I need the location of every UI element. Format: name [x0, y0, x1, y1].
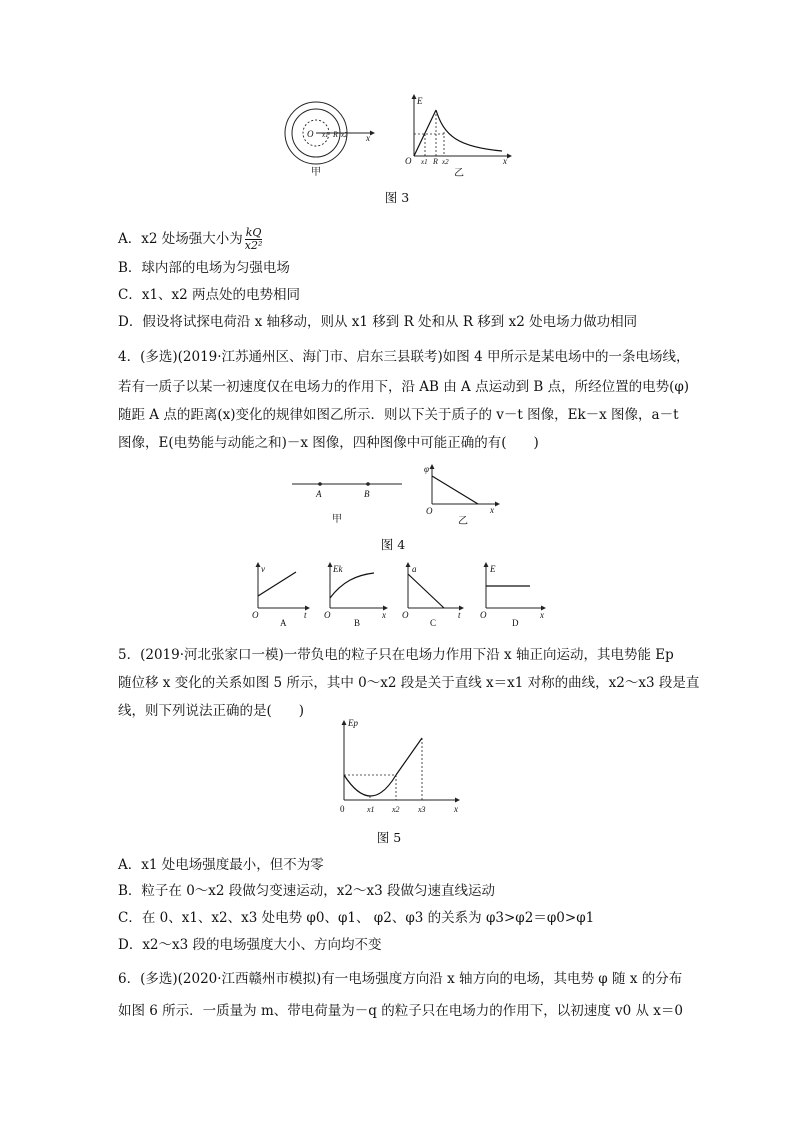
fig4-option-a-graph	[250, 560, 314, 630]
q3-option-a	[118, 222, 682, 256]
figure-4-caption: 图 4	[380, 537, 406, 552]
q3-option-d: D．假设将试探电荷沿 x 轴移动，则从 x1 移到 R 处和从 R 移到 x2 处电场力做功相同	[118, 314, 638, 330]
fig4-b-ylabel: Ek	[333, 564, 343, 574]
fig3-yi-E: E	[417, 96, 423, 106]
fig5-xlabel: x	[454, 804, 458, 814]
fig4-option-d-graph	[478, 560, 550, 630]
fig4-b-xlabel: x	[382, 610, 386, 620]
fig4-d-xlabel: x	[540, 610, 544, 620]
figure-5-caption: 图 5	[376, 830, 402, 845]
q4-line-4: 图像，E(电势能与动能之和)－x 图像，四种图像中可能正确的有( )	[118, 435, 539, 451]
fig3-yi-origin: O	[405, 156, 412, 166]
kq-over-x2-squared-fraction	[245, 227, 263, 252]
q4-line-3: 随距 A 点的距离(x)变化的规律如图乙所示．则以下关于质子的 v－t 图像，Ek－x 图像，a－t	[118, 407, 679, 423]
fraction-denominator: x2²	[244, 239, 263, 252]
fig4-c-xlabel: t	[458, 610, 461, 620]
fig5-tick-x2: x2	[392, 805, 400, 814]
fraction-numerator: kQ	[245, 226, 262, 239]
q6-line-1: 6．(多选)(2020·江西赣州市模拟)有一电场强度方向沿 x 轴方向的电场，其电势 φ 随 x 的分布	[118, 971, 683, 987]
q3-option-b: B．球内部的电场为匀强电场	[118, 260, 290, 276]
fig3-jia-x2: x2	[341, 131, 348, 139]
fig4-point-a: A	[316, 489, 322, 499]
fig3-jia-x: x	[366, 133, 370, 143]
q3-option-c: C．x1、x2 两点处的电势相同	[118, 287, 301, 303]
fig4-a-ylabel: v	[261, 564, 265, 574]
fig4-d-origin: O	[480, 610, 487, 620]
fig4-c-origin: O	[402, 610, 409, 620]
fig3-yi-R: R	[433, 157, 438, 166]
fig4-yi-label: 乙	[458, 516, 468, 527]
fig3-jia-label: 甲	[311, 167, 321, 178]
q5-line-1: 5．(2019·河北张家口一模)一带负电的粒子只在电场力作用下沿 x 轴正向运动，其电势能 Ep	[118, 647, 674, 663]
figure-3-jia	[282, 96, 382, 180]
fig5-origin: 0	[340, 804, 345, 814]
fig4-c-ylabel: a	[412, 564, 417, 574]
fig4-phi: φ	[424, 464, 429, 474]
figure-3-caption: 图 3	[384, 190, 410, 205]
fig4-b-letter: B	[354, 618, 361, 628]
q5-option-d: D．x2～x3 段的电场强度大小、方向均不变	[118, 937, 382, 953]
fig4-point-b: B	[364, 489, 370, 499]
fig4-origin: O	[426, 506, 433, 516]
fig4-b-origin: O	[324, 610, 331, 620]
fig4-jia-label: 甲	[332, 514, 342, 525]
q6-line-2: 如图 6 所示．一质量为 m、带电荷量为－q 的粒子只在电场力的作用下，以初速度 v0 从 x＝0	[118, 1003, 683, 1019]
q3-option-a-text: A．x2 处场强大小为	[118, 231, 243, 247]
figure-4-jia	[288, 470, 406, 528]
fig4-a-letter: A	[280, 618, 287, 628]
fig5-tick-x3: x3	[418, 805, 426, 814]
fig4-d-letter: D	[512, 618, 519, 628]
q5-line-2: 随位移 x 变化的关系如图 5 所示，其中 0～x2 段是关于直线 x＝x1 对称的曲线，x2～x3 段是直	[118, 675, 700, 691]
figure-3-yi	[402, 92, 518, 180]
fig4-option-c-graph	[400, 560, 468, 630]
fig4-x: x	[490, 505, 494, 515]
fig3-jia-x1: x1	[322, 131, 329, 139]
fig4-d-ylabel: E	[490, 564, 496, 574]
fig4-c-letter: C	[430, 618, 437, 628]
fig3-yi-x: x	[503, 156, 507, 166]
fig4-a-xlabel: t	[304, 610, 307, 620]
q5-option-a: A．x1 处电场强度最小，但不为零	[118, 857, 324, 873]
fig3-yi-label: 乙	[454, 168, 464, 179]
fig4-a-origin: O	[252, 610, 259, 620]
fig5-ylabel: Ep	[348, 718, 358, 728]
q5-option-c: C．在 0、x1、x2、x3 处电势 φ0、φ1、 φ2、φ3 的关系为 φ3>φ2＝φ0>φ1	[118, 910, 595, 926]
q4-line-2: 若有一质子以某一初速度仅在电场力的作用下，沿 AB 由 A 点运动到 B 点，所经位置的电势(φ)	[118, 379, 690, 395]
figure-5-graph	[334, 714, 464, 820]
q5-option-b: B．粒子在 0～x2 段做匀变速运动，x2～x3 段做匀速直线运动	[118, 883, 495, 899]
fig3-jia-R: R	[333, 130, 338, 139]
fig3-jia-origin: O	[307, 129, 314, 139]
fig3-yi-x1: x1	[421, 158, 428, 166]
fig3-yi-x2: x2	[442, 158, 449, 166]
fig4-option-b-graph	[322, 560, 392, 630]
fig5-tick-x1: x1	[367, 805, 375, 814]
q4-line-1: 4．(多选)(2019·江苏通州区、海门市、启东三县联考)如图 4 甲所示是某电场中的一条电场线，	[118, 349, 690, 365]
figure-4-yi	[420, 462, 504, 528]
q5-line-3: 线，则下列说法正确的是( )	[118, 703, 305, 719]
